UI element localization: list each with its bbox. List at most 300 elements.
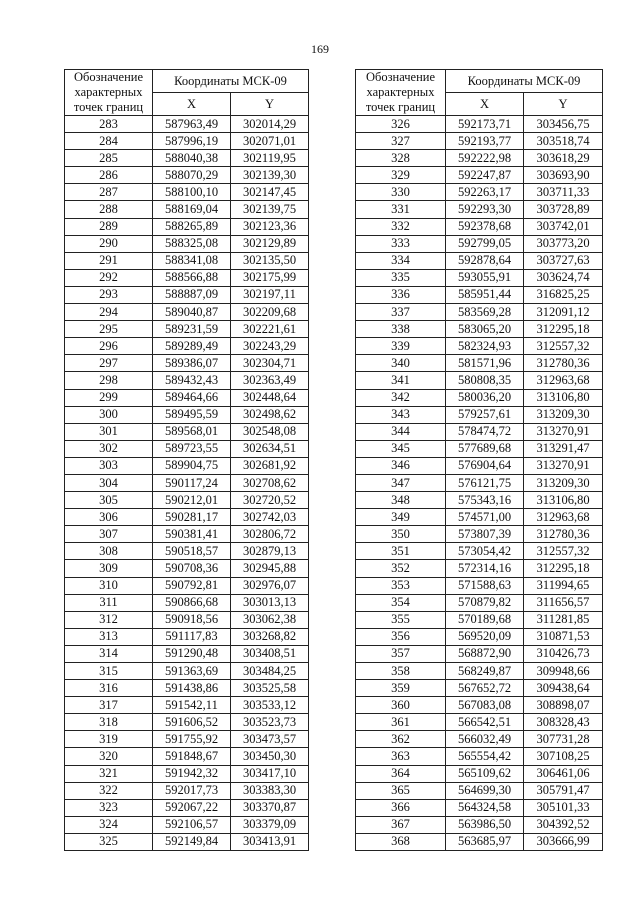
y-coordinate-cell: 308898,07 (524, 697, 603, 714)
y-coordinate-cell: 303525,58 (231, 680, 309, 697)
table-row (65, 731, 309, 748)
table-row (65, 286, 309, 303)
x-coordinate-cell: 583569,28 (446, 304, 524, 321)
y-coordinate-cell: 310426,73 (524, 645, 603, 662)
point-number-cell: 313 (65, 628, 153, 645)
y-coordinate-cell: 304392,52 (524, 816, 603, 833)
table-row (65, 697, 309, 714)
y-coordinate-cell: 302448,64 (231, 389, 309, 406)
y-coordinate-cell: 313209,30 (524, 406, 603, 423)
x-coordinate-cell: 570879,82 (446, 594, 524, 611)
point-number-cell: 336 (356, 286, 446, 303)
point-number-cell: 317 (65, 697, 153, 714)
y-coordinate-cell: 303450,30 (231, 748, 309, 765)
table-row (65, 663, 309, 680)
table-row (356, 765, 603, 782)
point-number-cell: 335 (356, 269, 446, 286)
x-coordinate-cell: 592247,87 (446, 167, 524, 184)
table-row (356, 321, 603, 338)
point-number-cell: 354 (356, 594, 446, 611)
table-row (356, 355, 603, 372)
table-row (65, 133, 309, 150)
point-number-cell: 364 (356, 765, 446, 782)
table-row (65, 782, 309, 799)
table-row (65, 167, 309, 184)
x-coordinate-cell: 592222,98 (446, 150, 524, 167)
y-coordinate-cell: 302221,61 (231, 321, 309, 338)
point-number-cell: 327 (356, 133, 446, 150)
point-number-cell: 287 (65, 184, 153, 201)
y-coordinate-cell: 302945,88 (231, 560, 309, 577)
x-coordinate-cell: 585951,44 (446, 286, 524, 303)
x-coordinate-cell: 580036,20 (446, 389, 524, 406)
table-row (65, 116, 309, 133)
point-number-cell: 340 (356, 355, 446, 372)
point-number-cell: 363 (356, 748, 446, 765)
table-row (356, 184, 603, 201)
table-row (356, 697, 603, 714)
y-coordinate-cell: 302139,75 (231, 201, 309, 218)
x-coordinate-cell: 569520,09 (446, 628, 524, 645)
table-row (356, 440, 603, 457)
x-coordinate-cell: 589040,87 (153, 304, 231, 321)
table-row (65, 184, 309, 201)
x-coordinate-cell: 589904,75 (153, 457, 231, 474)
point-number-cell: 312 (65, 611, 153, 628)
point-number-cell: 315 (65, 663, 153, 680)
table-row (356, 406, 603, 423)
point-number-cell: 342 (356, 389, 446, 406)
x-coordinate-cell: 589723,55 (153, 440, 231, 457)
x-coordinate-cell: 588040,38 (153, 150, 231, 167)
table-row (356, 543, 603, 560)
point-number-cell: 329 (356, 167, 446, 184)
y-coordinate-cell: 313291,47 (524, 440, 603, 457)
point-number-cell: 299 (65, 389, 153, 406)
y-coordinate-cell: 312780,36 (524, 355, 603, 372)
table-row (356, 269, 603, 286)
table-row (356, 389, 603, 406)
x-coordinate-cell: 571588,63 (446, 577, 524, 594)
point-number-cell: 305 (65, 492, 153, 509)
table-row (356, 116, 603, 133)
x-coordinate-cell: 590792,81 (153, 577, 231, 594)
x-coordinate-cell: 590212,01 (153, 492, 231, 509)
x-coordinate-cell: 576121,75 (446, 474, 524, 491)
point-number-cell: 332 (356, 218, 446, 235)
x-coordinate-cell: 579257,61 (446, 406, 524, 423)
y-coordinate-cell: 306461,06 (524, 765, 603, 782)
x-coordinate-cell: 589289,49 (153, 338, 231, 355)
x-coordinate-cell: 589231,59 (153, 321, 231, 338)
y-coordinate-cell: 302304,71 (231, 355, 309, 372)
point-number-cell: 302 (65, 440, 153, 457)
point-number-cell: 322 (65, 782, 153, 799)
left-table-body (65, 116, 309, 851)
point-number-cell: 325 (65, 833, 153, 850)
y-column-header: Y (524, 93, 603, 116)
y-coordinate-cell: 302742,03 (231, 509, 309, 526)
x-coordinate-cell: 589464,66 (153, 389, 231, 406)
point-number-cell: 352 (356, 560, 446, 577)
y-coordinate-cell: 308328,43 (524, 714, 603, 731)
y-coordinate-cell: 302129,89 (231, 235, 309, 252)
x-coordinate-cell: 575343,16 (446, 492, 524, 509)
y-coordinate-cell: 302123,36 (231, 218, 309, 235)
table-row (65, 423, 309, 440)
x-coordinate-cell: 588341,08 (153, 252, 231, 269)
y-coordinate-cell: 313270,91 (524, 457, 603, 474)
point-number-cell: 351 (356, 543, 446, 560)
x-coordinate-cell: 568872,90 (446, 645, 524, 662)
point-number-cell: 321 (65, 765, 153, 782)
point-number-cell: 284 (65, 133, 153, 150)
table-row (65, 594, 309, 611)
x-coordinate-cell: 591942,32 (153, 765, 231, 782)
x-coordinate-cell: 567652,72 (446, 680, 524, 697)
point-number-cell: 365 (356, 782, 446, 799)
x-coordinate-cell: 564699,30 (446, 782, 524, 799)
table-row (356, 474, 603, 491)
table-row (356, 235, 603, 252)
y-coordinate-cell: 313106,80 (524, 389, 603, 406)
point-designation-header: Обозначение характерных точек границ (356, 70, 446, 116)
point-number-cell: 286 (65, 167, 153, 184)
x-coordinate-cell: 592378,68 (446, 218, 524, 235)
y-coordinate-cell: 312557,32 (524, 338, 603, 355)
y-coordinate-cell: 302071,01 (231, 133, 309, 150)
point-number-cell: 288 (65, 201, 153, 218)
x-coordinate-cell: 572314,16 (446, 560, 524, 577)
table-row (65, 833, 309, 850)
point-number-cell: 295 (65, 321, 153, 338)
point-number-cell: 347 (356, 474, 446, 491)
y-coordinate-cell: 312963,68 (524, 372, 603, 389)
table-row (356, 611, 603, 628)
x-coordinate-cell: 590918,56 (153, 611, 231, 628)
y-coordinate-cell: 302014,29 (231, 116, 309, 133)
x-coordinate-cell: 593055,91 (446, 269, 524, 286)
x-coordinate-cell: 592263,17 (446, 184, 524, 201)
table-row (356, 680, 603, 697)
x-coordinate-cell: 591290,48 (153, 645, 231, 662)
y-coordinate-cell: 313270,91 (524, 423, 603, 440)
table-row (65, 457, 309, 474)
x-coordinate-cell: 588325,08 (153, 235, 231, 252)
y-coordinate-cell: 303742,01 (524, 218, 603, 235)
x-coordinate-cell: 591848,67 (153, 748, 231, 765)
y-coordinate-cell: 311656,57 (524, 594, 603, 611)
table-row (65, 201, 309, 218)
table-row (356, 304, 603, 321)
y-coordinate-cell: 302879,13 (231, 543, 309, 560)
point-number-cell: 344 (356, 423, 446, 440)
x-coordinate-cell: 566032,49 (446, 731, 524, 748)
table-row (356, 833, 603, 850)
x-coordinate-cell: 580808,35 (446, 372, 524, 389)
table-row (65, 645, 309, 662)
y-coordinate-cell: 303473,57 (231, 731, 309, 748)
table-row (65, 406, 309, 423)
x-coordinate-cell: 563685,97 (446, 833, 524, 850)
y-coordinate-cell: 302197,11 (231, 286, 309, 303)
y-coordinate-cell: 302119,95 (231, 150, 309, 167)
table-row (356, 338, 603, 355)
point-number-cell: 359 (356, 680, 446, 697)
point-number-cell: 311 (65, 594, 153, 611)
point-number-cell: 309 (65, 560, 153, 577)
y-coordinate-cell: 305791,47 (524, 782, 603, 799)
point-number-cell: 289 (65, 218, 153, 235)
x-coordinate-cell: 590866,68 (153, 594, 231, 611)
y-coordinate-cell: 309948,66 (524, 663, 603, 680)
point-number-cell: 291 (65, 252, 153, 269)
table-row (65, 816, 309, 833)
point-number-cell: 366 (356, 799, 446, 816)
right-table-body (356, 116, 603, 851)
y-coordinate-cell: 311994,65 (524, 577, 603, 594)
table-row (356, 133, 603, 150)
point-number-cell: 368 (356, 833, 446, 850)
point-number-cell: 319 (65, 731, 153, 748)
x-coordinate-cell: 589495,59 (153, 406, 231, 423)
table-row (65, 321, 309, 338)
x-column-header: X (446, 93, 524, 116)
x-coordinate-cell: 592149,84 (153, 833, 231, 850)
table-row (65, 509, 309, 526)
x-coordinate-cell: 587963,49 (153, 116, 231, 133)
x-coordinate-cell: 582324,93 (446, 338, 524, 355)
point-number-cell: 346 (356, 457, 446, 474)
point-number-cell: 348 (356, 492, 446, 509)
point-number-cell: 367 (356, 816, 446, 833)
x-coordinate-cell: 583065,20 (446, 321, 524, 338)
y-coordinate-cell: 302243,29 (231, 338, 309, 355)
y-coordinate-cell: 303417,10 (231, 765, 309, 782)
table-row (65, 577, 309, 594)
point-number-cell: 355 (356, 611, 446, 628)
y-coordinate-cell: 303062,38 (231, 611, 309, 628)
y-coordinate-cell: 307731,28 (524, 731, 603, 748)
point-number-cell: 304 (65, 474, 153, 491)
x-coordinate-cell: 590281,17 (153, 509, 231, 526)
table-row (356, 150, 603, 167)
x-coordinate-cell: 573807,39 (446, 526, 524, 543)
x-coordinate-cell: 592193,77 (446, 133, 524, 150)
x-coordinate-cell: 566542,51 (446, 714, 524, 731)
x-coordinate-cell: 577689,68 (446, 440, 524, 457)
y-coordinate-cell: 312091,12 (524, 304, 603, 321)
point-number-cell: 298 (65, 372, 153, 389)
x-coordinate-cell: 592293,30 (446, 201, 524, 218)
y-coordinate-cell: 312295,18 (524, 560, 603, 577)
table-row (65, 218, 309, 235)
x-coordinate-cell: 592799,05 (446, 235, 524, 252)
table-row (65, 372, 309, 389)
y-coordinate-cell: 303728,89 (524, 201, 603, 218)
y-coordinate-cell: 302147,45 (231, 184, 309, 201)
point-number-cell: 341 (356, 372, 446, 389)
point-number-cell: 323 (65, 799, 153, 816)
y-coordinate-cell: 303711,33 (524, 184, 603, 201)
point-number-cell: 306 (65, 509, 153, 526)
x-coordinate-cell: 573054,42 (446, 543, 524, 560)
x-coordinate-cell: 591117,83 (153, 628, 231, 645)
y-coordinate-cell: 312557,32 (524, 543, 603, 560)
y-coordinate-cell: 303383,30 (231, 782, 309, 799)
table-row (65, 492, 309, 509)
y-coordinate-cell: 303484,25 (231, 663, 309, 680)
point-number-cell: 343 (356, 406, 446, 423)
point-number-cell: 324 (65, 816, 153, 833)
y-coordinate-cell: 312295,18 (524, 321, 603, 338)
point-number-cell: 334 (356, 252, 446, 269)
table-row (65, 150, 309, 167)
table-row (356, 748, 603, 765)
point-number-cell: 350 (356, 526, 446, 543)
y-coordinate-cell: 302548,08 (231, 423, 309, 440)
point-number-cell: 292 (65, 269, 153, 286)
point-number-cell: 358 (356, 663, 446, 680)
point-number-cell: 303 (65, 457, 153, 474)
x-coordinate-cell: 592017,73 (153, 782, 231, 799)
y-coordinate-cell: 313106,80 (524, 492, 603, 509)
y-coordinate-cell: 302135,50 (231, 252, 309, 269)
y-column-header: Y (231, 93, 309, 116)
y-coordinate-cell: 303624,74 (524, 269, 603, 286)
y-coordinate-cell: 302708,62 (231, 474, 309, 491)
point-number-cell: 283 (65, 116, 153, 133)
y-coordinate-cell: 302209,68 (231, 304, 309, 321)
point-number-cell: 285 (65, 150, 153, 167)
y-coordinate-cell: 303456,75 (524, 116, 603, 133)
point-number-cell: 296 (65, 338, 153, 355)
table-row (65, 526, 309, 543)
table-row (65, 304, 309, 321)
point-number-cell: 300 (65, 406, 153, 423)
x-coordinate-cell: 591542,11 (153, 697, 231, 714)
y-coordinate-cell: 303370,87 (231, 799, 309, 816)
x-coordinate-cell: 587996,19 (153, 133, 231, 150)
table-row (356, 577, 603, 594)
point-number-cell: 290 (65, 235, 153, 252)
table-row (356, 201, 603, 218)
point-number-cell: 310 (65, 577, 153, 594)
y-coordinate-cell: 310871,53 (524, 628, 603, 645)
point-number-cell: 338 (356, 321, 446, 338)
x-coordinate-cell: 588070,29 (153, 167, 231, 184)
table-row (356, 594, 603, 611)
point-number-cell: 349 (356, 509, 446, 526)
y-coordinate-cell: 303618,29 (524, 150, 603, 167)
y-coordinate-cell: 303727,63 (524, 252, 603, 269)
table-row (65, 765, 309, 782)
y-coordinate-cell: 316825,25 (524, 286, 603, 303)
y-coordinate-cell: 313209,30 (524, 474, 603, 491)
y-coordinate-cell: 303518,74 (524, 133, 603, 150)
point-number-cell: 326 (356, 116, 446, 133)
x-coordinate-cell: 590117,24 (153, 474, 231, 491)
x-coordinate-cell: 567083,08 (446, 697, 524, 714)
x-coordinate-cell: 589386,07 (153, 355, 231, 372)
table-row (356, 782, 603, 799)
table-row (356, 714, 603, 731)
x-coordinate-cell: 589432,43 (153, 372, 231, 389)
y-coordinate-cell: 307108,25 (524, 748, 603, 765)
point-number-cell: 345 (356, 440, 446, 457)
x-coordinate-cell: 574571,00 (446, 509, 524, 526)
table-row (356, 526, 603, 543)
table-row (356, 509, 603, 526)
point-number-cell: 294 (65, 304, 153, 321)
y-coordinate-cell: 302720,52 (231, 492, 309, 509)
table-row (356, 816, 603, 833)
coordinates-header: Координаты МСК-09 (153, 70, 309, 93)
point-number-cell: 328 (356, 150, 446, 167)
table-row (65, 714, 309, 731)
table-row (356, 167, 603, 184)
x-coordinate-cell: 564324,58 (446, 799, 524, 816)
table-row (65, 269, 309, 286)
page-number: 169 (311, 42, 329, 56)
point-number-cell: 318 (65, 714, 153, 731)
point-number-cell: 314 (65, 645, 153, 662)
y-coordinate-cell: 303379,09 (231, 816, 309, 833)
coordinates-table-right (355, 69, 603, 851)
x-column-header: X (153, 93, 231, 116)
table-row (65, 543, 309, 560)
x-coordinate-cell: 591755,92 (153, 731, 231, 748)
coordinates-table-left (64, 69, 309, 851)
y-coordinate-cell: 302363,49 (231, 372, 309, 389)
table-row (65, 440, 309, 457)
table-row (65, 338, 309, 355)
y-coordinate-cell: 302681,92 (231, 457, 309, 474)
point-number-cell: 316 (65, 680, 153, 697)
table-row (356, 492, 603, 509)
x-coordinate-cell: 588100,10 (153, 184, 231, 201)
x-coordinate-cell: 591438,86 (153, 680, 231, 697)
x-coordinate-cell: 565554,42 (446, 748, 524, 765)
y-coordinate-cell: 302806,72 (231, 526, 309, 543)
y-coordinate-cell: 312780,36 (524, 526, 603, 543)
x-coordinate-cell: 592173,71 (446, 116, 524, 133)
point-number-cell: 357 (356, 645, 446, 662)
x-coordinate-cell: 590518,57 (153, 543, 231, 560)
x-coordinate-cell: 591606,52 (153, 714, 231, 731)
table-row (356, 457, 603, 474)
y-coordinate-cell: 302634,51 (231, 440, 309, 457)
y-coordinate-cell: 303013,13 (231, 594, 309, 611)
x-coordinate-cell: 590708,36 (153, 560, 231, 577)
table-row (65, 628, 309, 645)
table-row (356, 218, 603, 235)
x-coordinate-cell: 588887,09 (153, 286, 231, 303)
y-coordinate-cell: 303408,51 (231, 645, 309, 662)
point-number-cell: 361 (356, 714, 446, 731)
point-number-cell: 356 (356, 628, 446, 645)
point-number-cell: 308 (65, 543, 153, 560)
point-number-cell: 301 (65, 423, 153, 440)
y-coordinate-cell: 311281,85 (524, 611, 603, 628)
point-number-cell: 297 (65, 355, 153, 372)
table-row (65, 235, 309, 252)
y-coordinate-cell: 303413,91 (231, 833, 309, 850)
y-coordinate-cell: 302498,62 (231, 406, 309, 423)
y-coordinate-cell: 303533,12 (231, 697, 309, 714)
x-coordinate-cell: 592067,22 (153, 799, 231, 816)
table-row (65, 799, 309, 816)
